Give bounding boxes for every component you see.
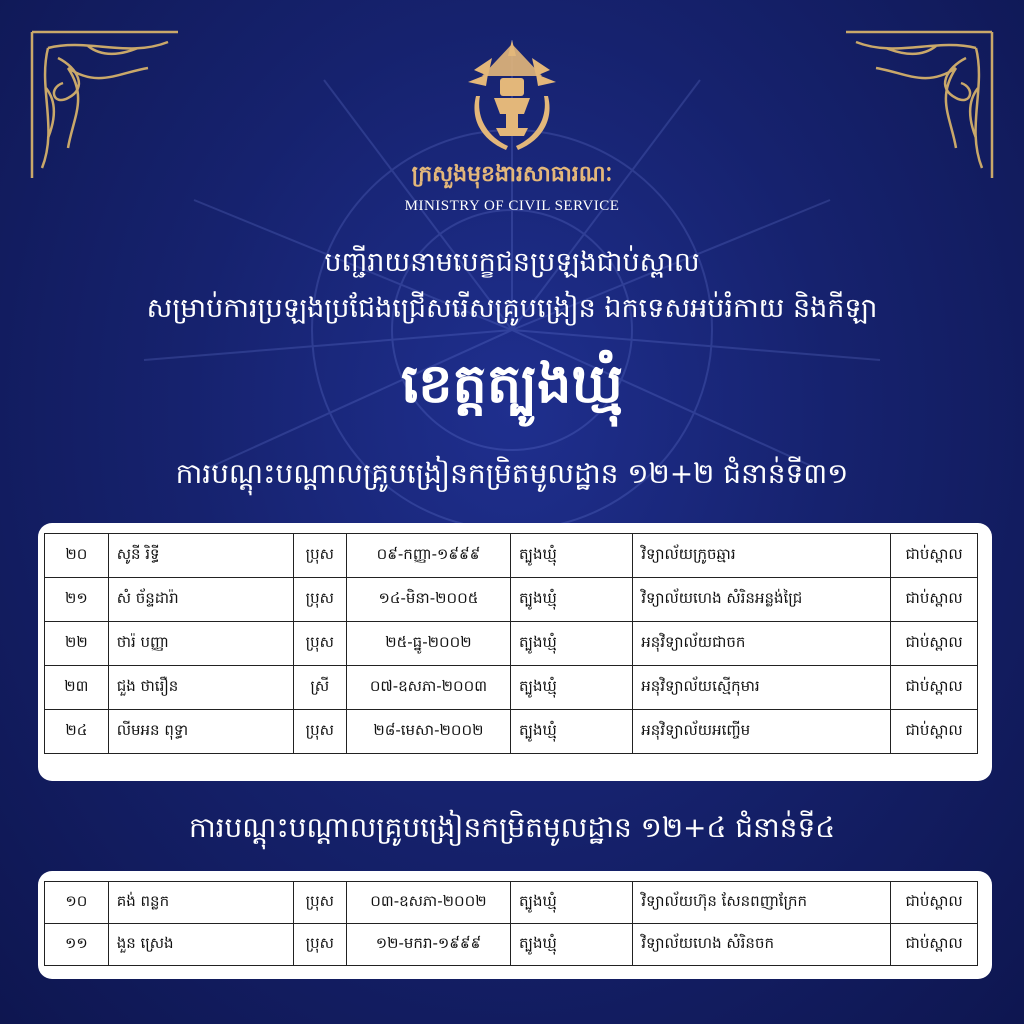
candidate-name: ងួន ស្រេង [108, 924, 293, 966]
document-title-line2: សម្រាប់ការប្រឡងប្រជែងជ្រើសរើសគ្រូបង្រៀន ឯកទេសអប់រំកាយ និងកីឡា [146, 293, 878, 324]
table-row [45, 882, 978, 924]
province-heading: ខេត្តត្បូងឃ្មុំ [401, 352, 623, 415]
results-card-12-4 [38, 871, 992, 979]
candidate-dob: ០៣-ឧសភា-២០០២ [346, 882, 510, 924]
candidate-sex: ស្រី [293, 666, 346, 710]
table-row [45, 534, 978, 578]
candidate-province: ត្បូងឃ្មុំ [510, 666, 632, 710]
table-row [45, 666, 978, 710]
document-title-line1: បញ្ជីរាយនាមបេក្ខជនប្រឡងជាប់ស្ពាល [324, 247, 700, 278]
table-row [45, 578, 978, 622]
row-number: ២០ [45, 534, 109, 578]
candidate-dob: ២៥-ធ្នូ-២០០២ [346, 622, 510, 666]
candidate-school: វិទ្យាល័យហេង សំរិនអន្លង់ជ្រៃ [633, 578, 891, 622]
candidate-school: វិទ្យាល័យក្រូចឆ្មារ [633, 534, 891, 578]
row-number: ២១ [45, 578, 109, 622]
candidate-sex: ប្រុស [293, 710, 346, 754]
candidate-school: វិទ្យាល័យហ៊ុន សែនពញាក្រែក [633, 882, 891, 924]
candidate-province: ត្បូងឃ្មុំ [510, 882, 632, 924]
results-table-12-4 [44, 881, 978, 966]
candidate-dob: ១៤-មិនា-២០០៥ [346, 578, 510, 622]
candidate-name: សូនី រិទ្ធី [108, 534, 293, 578]
row-number: ១១ [45, 924, 109, 966]
ministry-logo-icon [462, 36, 562, 161]
results-card-12-2 [38, 523, 992, 781]
candidate-sex: ប្រុស [293, 578, 346, 622]
candidate-province: ត្បូងឃ្មុំ [510, 534, 632, 578]
ministry-name-khmer: ក្រសួងមុខងារសាធារណៈ [411, 161, 613, 187]
row-number: ១០ [45, 882, 109, 924]
result-status: ជាប់ស្ពាល [891, 882, 978, 924]
candidate-name: សំ ច័ន្ទដារ៉ា [108, 578, 293, 622]
candidate-name: ថារ៉ បញ្ញា [108, 622, 293, 666]
candidate-province: ត្បូងឃ្មុំ [510, 710, 632, 754]
section-title-12-4: ការបណ្តុះបណ្តាលគ្រូបង្រៀនកម្រិតមូលដ្ឋាន ១២+៤ ជំនាន់ទី៤ [188, 811, 836, 844]
result-status: ជាប់ស្ពាល [891, 534, 978, 578]
candidate-dob: ០៧-ឧសភា-២០០៣ [346, 666, 510, 710]
candidate-school: អនុវិទ្យាល័យអញ្ចើម [633, 710, 891, 754]
candidate-sex: ប្រុស [293, 534, 346, 578]
result-status: ជាប់ស្ពាល [891, 666, 978, 710]
row-number: ២៣ [45, 666, 109, 710]
candidate-name: លីមអន ពុទ្ធា [108, 710, 293, 754]
candidate-school: អនុវិទ្យាល័យស្មើកុមារ [633, 666, 891, 710]
candidate-school: វិទ្យាល័យហេង សំរិនចក [633, 924, 891, 966]
candidate-sex: ប្រុស [293, 622, 346, 666]
result-status: ជាប់ស្ពាល [891, 924, 978, 966]
candidate-dob: ២៨-មេសា-២០០២ [346, 710, 510, 754]
results-table-12-2 [44, 533, 978, 754]
candidate-province: ត្បូងឃ្មុំ [510, 622, 632, 666]
candidate-province: ត្បូងឃ្មុំ [510, 924, 632, 966]
candidate-sex: ប្រុស [293, 924, 346, 966]
result-status: ជាប់ស្ពាល [891, 622, 978, 666]
candidate-dob: ១២-មករា-១៩៩៩ [346, 924, 510, 966]
candidate-name: ជួង ថារឿន [108, 666, 293, 710]
candidate-province: ត្បូងឃ្មុំ [510, 578, 632, 622]
candidate-school: អនុវិទ្យាល័យជាចក [633, 622, 891, 666]
section-title-12-2: ការបណ្តុះបណ្តាលគ្រូបង្រៀនកម្រិតមូលដ្ឋាន ១២+២ ជំនាន់ទី៣១ [175, 457, 849, 490]
ministry-name-english: MINISTRY OF CIVIL SERVICE [404, 198, 620, 214]
candidate-name: គង់ ពន្លក [108, 882, 293, 924]
row-number: ២៤ [45, 710, 109, 754]
candidate-dob: ០៩-កញ្ញា-១៩៩៩ [346, 534, 510, 578]
result-status: ជាប់ស្ពាល [891, 578, 978, 622]
table-row [45, 924, 978, 966]
result-status: ជាប់ស្ពាល [891, 710, 978, 754]
row-number: ២២ [45, 622, 109, 666]
table-row [45, 710, 978, 754]
table-row [45, 622, 978, 666]
candidate-sex: ប្រុស [293, 882, 346, 924]
